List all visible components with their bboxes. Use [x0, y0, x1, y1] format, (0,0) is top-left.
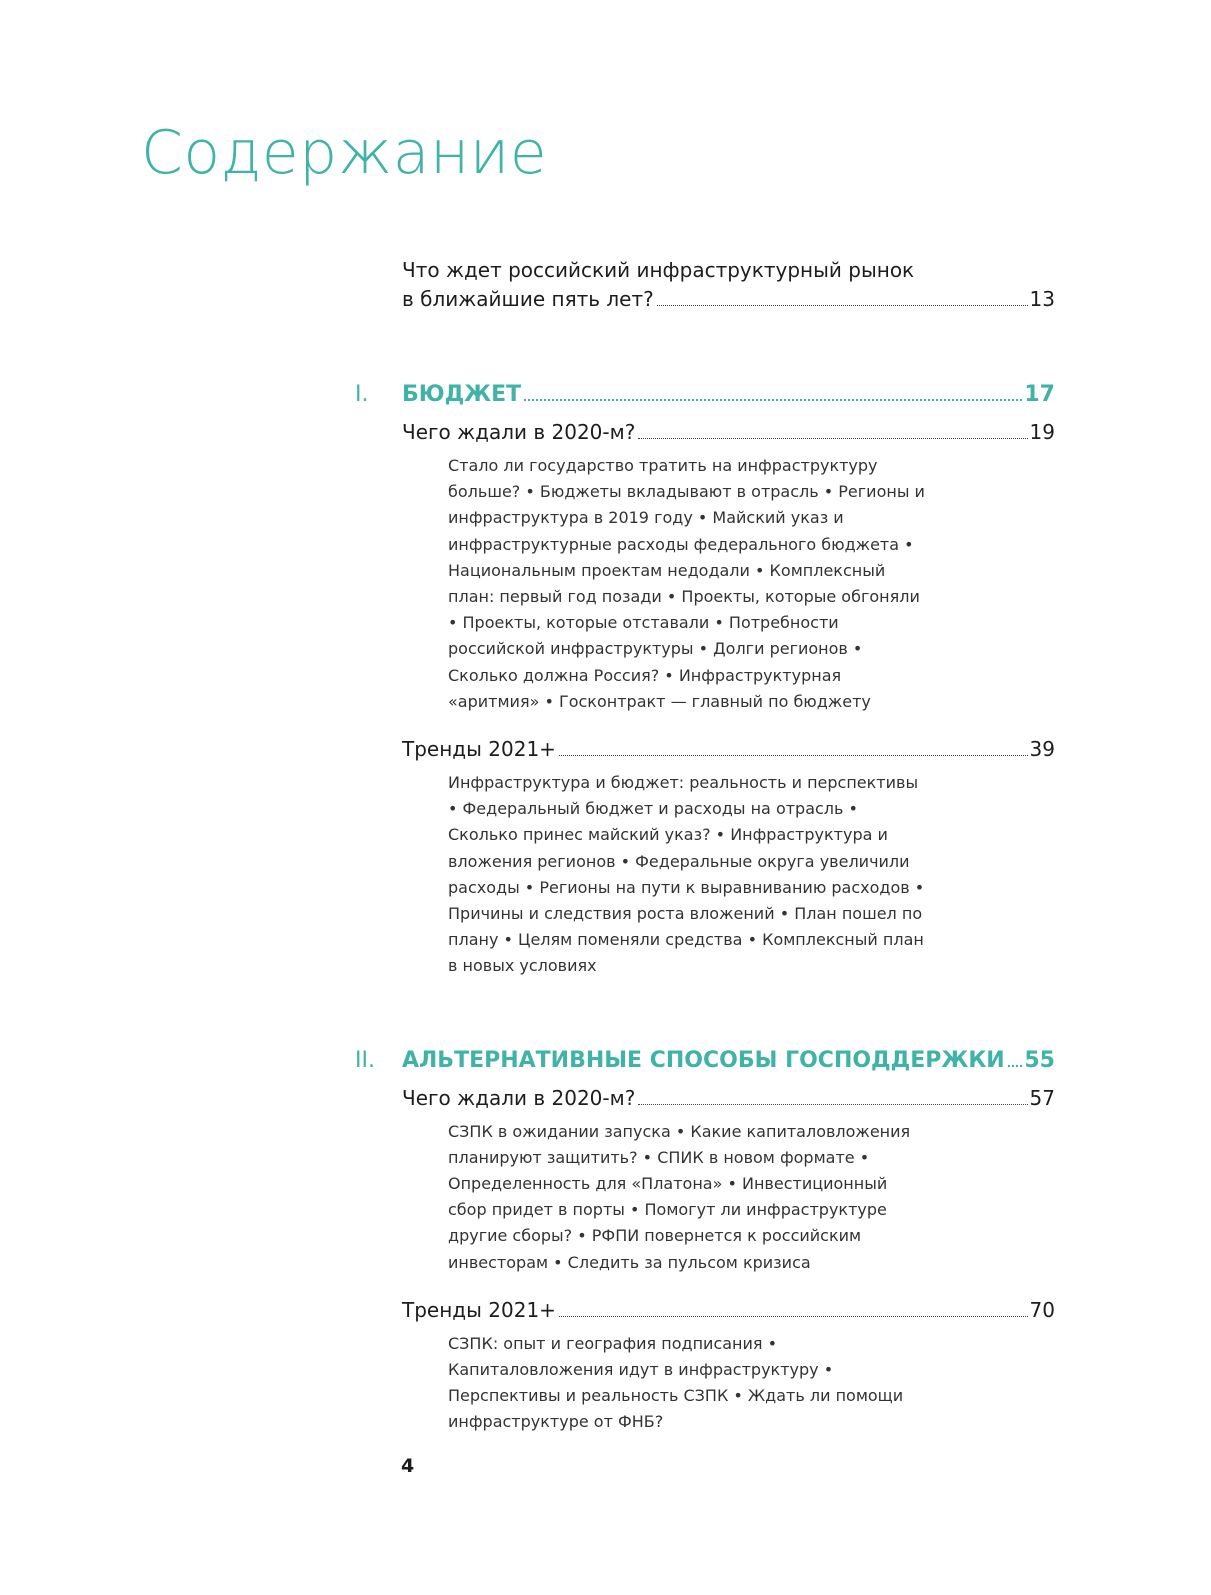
- section-page: 17: [1024, 382, 1055, 407]
- section-number: I.: [355, 382, 369, 407]
- entry-page: 39: [1029, 737, 1055, 762]
- entry-page: 70: [1029, 1297, 1055, 1322]
- entry-description: СЗПК в ожидании запуска • Какие капиталовложения планируют защитить? • СПИК в новом формате • Определенность для «Платона» • Инвестиционный сбор придет в порты • Помогут ли инфраструктуре другие сборы? • РФПИ повернется к российским инвесторам • Следить за пульсом кризиса: [448, 1121, 911, 1272]
- dot-leader: [657, 305, 1028, 306]
- entry-title: Чего ждали в 2020-м?: [402, 1085, 636, 1110]
- entry-title: Тренды 2021+: [402, 737, 556, 762]
- toc-entry[interactable]: [402, 1296, 1055, 1325]
- toc-entry[interactable]: [402, 735, 1055, 764]
- entry-description: Инфраструктура и бюджет: реальность и перспективы • Федеральный бюджет и расходы на отрасль • Сколько принес майский указ? • Инфраструктура и вложения регионов • Федеральные округа увеличили расходы • Регионы на пути к выравниванию расходов • Причины и следствия роста вложений • План пошел по плану • Целям поменяли средства • Комплексный план в новых условиях: [448, 773, 925, 976]
- page-number: 4: [401, 1455, 415, 1477]
- toc-entry[interactable]: [402, 1084, 1055, 1113]
- toc-entry[interactable]: [402, 418, 1055, 447]
- toc-intro-label: в ближайшие пять лет?: [402, 287, 654, 311]
- toc-intro-entry[interactable]: [355, 256, 1055, 314]
- entry-page: 19: [1029, 420, 1055, 444]
- entry-description: Стало ли государство тратить на инфраструктуру больше? • Бюджеты вкладывают в отрасль • Регионы и инфраструктура в 2019 году • Майский указ и инфраструктурные расходы федерального бюджета • Национальным проектам недодали • Комплексный план: первый год позади • Проекты, которые обгоняли • Проекты, которые отставали • Потребности российской инфраструктуры • Долги регионов • Сколько должна Россия? • Инфраструктурная «аритмия» • Госконтракт — главный по бюджету: [448, 456, 925, 711]
- section-title: БЮДЖЕТ: [402, 382, 522, 407]
- section-page: 55: [1024, 1047, 1055, 1073]
- table-of-contents: [355, 256, 1055, 1456]
- entry-title: Чего ждали в 2020-м?: [402, 420, 636, 444]
- toc-intro-line2: [402, 285, 1055, 314]
- dot-leader: [1008, 1065, 1023, 1067]
- dot-leader: [638, 1104, 1027, 1105]
- entry-description: СЗПК: опыт и география подписания • Капиталовложения идут в инфраструктуру • Перспективы и реальность СЗПК • Ждать ли помощи инфраструктуре от ФНБ?: [448, 1333, 904, 1432]
- toc-intro-page: 13: [1029, 287, 1055, 311]
- section-number: II.: [355, 1047, 375, 1073]
- section-title: АЛЬТЕРНАТИВНЫЕ СПОСОБЫ ГОСПОДДЕРЖКИ: [402, 1047, 1005, 1073]
- toc-intro-line1: Что ждет российский инфраструктурный рынок: [402, 258, 915, 282]
- page-title: Содержание: [141, 118, 548, 188]
- dot-leader: [559, 755, 1028, 756]
- dot-leader: [524, 399, 1022, 401]
- dot-leader: [638, 438, 1027, 439]
- toc-section-1[interactable]: [355, 380, 1055, 410]
- entry-page: 57: [1029, 1085, 1055, 1110]
- toc-section-2[interactable]: [355, 1046, 1055, 1076]
- dot-leader: [559, 1316, 1028, 1317]
- entry-title: Тренды 2021+: [402, 1297, 556, 1322]
